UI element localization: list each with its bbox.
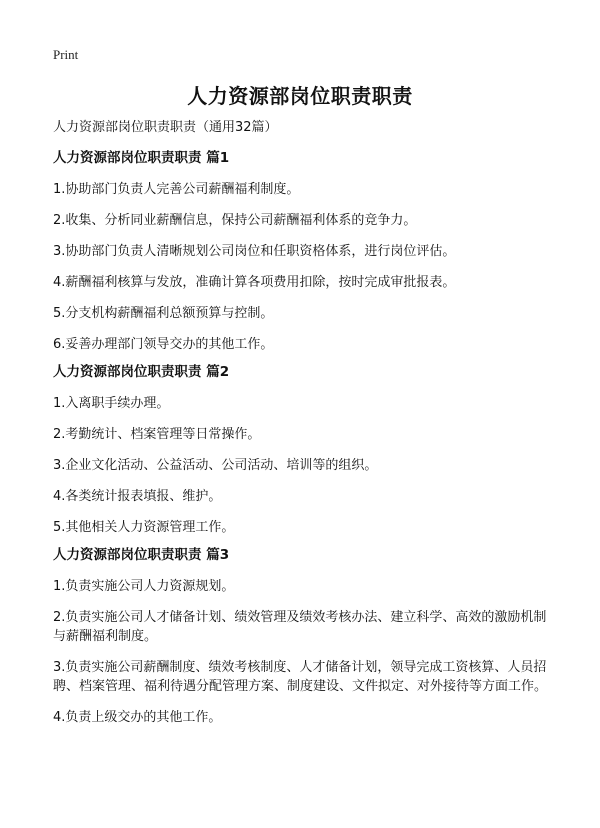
list-item: 2.收集、分析同业薪酬信息，保持公司薪酬福利体系的竞争力。 — [53, 213, 417, 228]
list-item: 1.协助部门负责人完善公司薪酬福利制度。 — [53, 182, 300, 197]
section-2 — [53, 363, 552, 537]
list-item: 2.考勤统计、档案管理等日常操作。 — [53, 427, 261, 442]
document-body — [53, 118, 552, 739]
list-item: 4.各类统计报表填报、维护。 — [53, 489, 222, 504]
document-title: 人力资源部岗位职责职责 — [187, 84, 413, 108]
list-item: 6.妥善办理部门领导交办的其他工作。 — [53, 337, 274, 352]
list-item: 3.企业文化活动、公益活动、公司活动、培训等的组织。 — [53, 458, 378, 473]
section-1 — [53, 149, 552, 354]
list-item: 3.协助部门负责人清晰规划公司岗位和任职资格体系，进行岗位评估。 — [53, 244, 456, 259]
list-item: 1.负责实施公司人力资源规划。 — [53, 579, 235, 594]
section-heading: 人力资源部岗位职责职责 篇2 — [53, 364, 230, 380]
list-item: 3.负责实施公司薪酬制度、绩效考核制度、人才储备计划，领导完成工资核算、人员招聘、档案管理、福利待遇分配管理方案、制度建设、文件拟定、对外接待等方面工作。 — [53, 660, 548, 694]
document-subtitle: 人力资源部岗位职责职责（通用32篇） — [53, 120, 278, 135]
list-item: 5.其他相关人力资源管理工作。 — [53, 520, 235, 535]
section-3 — [53, 546, 552, 727]
print-link[interactable]: Print — [53, 47, 79, 62]
list-item: 1.入离职手续办理。 — [53, 396, 170, 411]
list-item: 4.负责上级交办的其他工作。 — [53, 710, 222, 725]
list-item: 5.分支机构薪酬福利总额预算与控制。 — [53, 306, 274, 321]
list-item: 2.负责实施公司人才储备计划、绩效管理及绩效考核办法、建立科学、高效的激励机制与薪酬福利制度。 — [53, 610, 547, 644]
section-heading: 人力资源部岗位职责职责 篇3 — [53, 547, 230, 563]
section-heading: 人力资源部岗位职责职责 篇1 — [53, 150, 230, 166]
list-item: 4.薪酬福利核算与发放，准确计算各项费用扣除，按时完成审批报表。 — [53, 275, 456, 290]
